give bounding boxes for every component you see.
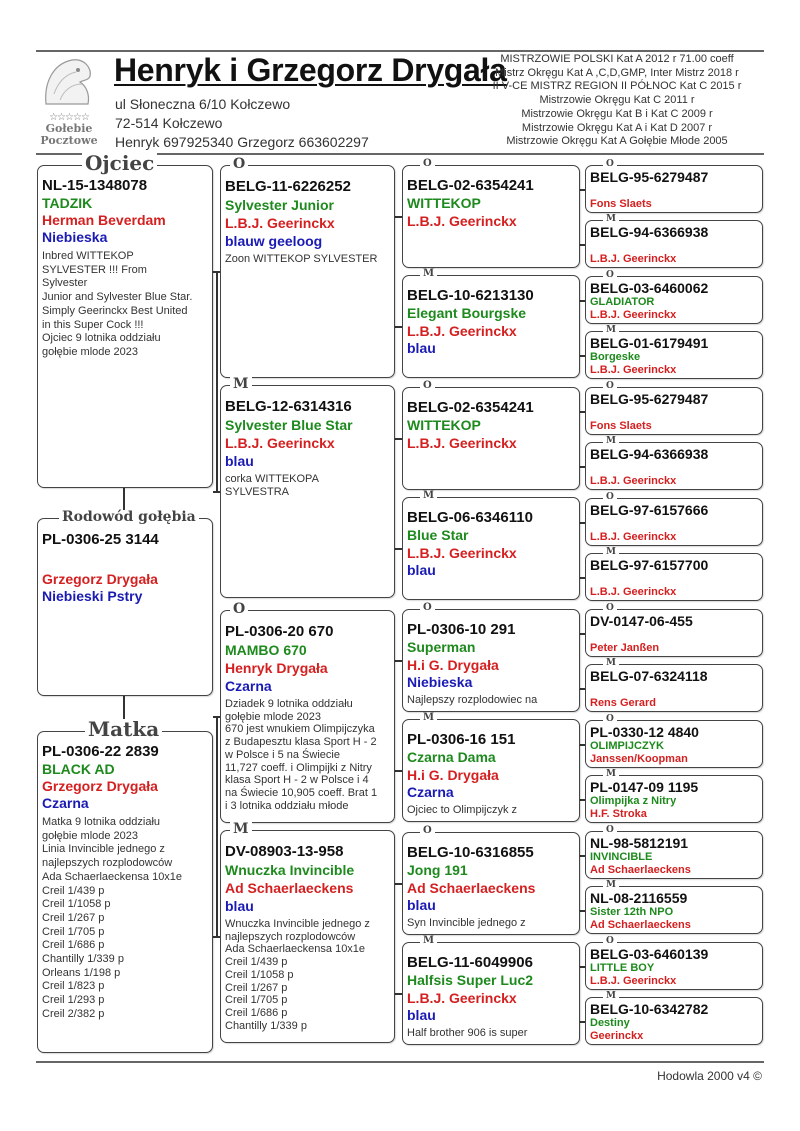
- note: Half brother 906 is super: [407, 1026, 528, 1039]
- pedigree-card-wrap: [402, 712, 580, 822]
- connector-line: [395, 326, 402, 328]
- pedigree-card-wrap: [220, 821, 395, 1043]
- achievement: Mistrz Okręgu Kat A ,C,D,GMP, Inter Mistrz 2018 r: [495, 66, 739, 79]
- colour: blau: [407, 340, 436, 356]
- dam-legend: Matka: [85, 719, 162, 739]
- pigeon-name: Jong 191: [407, 862, 468, 878]
- sex-legend: O: [230, 157, 248, 171]
- ring-number: PL-0306-25 3144: [42, 531, 159, 548]
- ring-number: BELG-11-6226252: [225, 178, 351, 195]
- ring-number: BELG-06-6346110: [407, 509, 533, 526]
- note: Najlepszy rozplodowiec na: [407, 693, 538, 706]
- breeder: L.B.J. Geerinckx: [590, 253, 677, 265]
- pedigree-card-wrap: [585, 547, 763, 601]
- pedigree-card[interactable]: [585, 442, 763, 490]
- pedigree-card[interactable]: [402, 942, 580, 1045]
- note: Matka 9 lotnika oddziału gołębie mlode 2023 Linia Invincible jednego z najlepszych rozplodowców Ada Schaerlaeckensa 10x1e Creil 1/439 p Creil 1/1058 p Creil 1/267 p Creil 1/705 p Creil 1/686 p Chantilly 1/339 p Orleans 1/198 p Creil 1/823 p Creil 1/293 p Creil 2/382 p: [42, 816, 183, 1020]
- achievement: Mistrzowie Okręgu Kat A Gołębie Młode 2005: [506, 135, 728, 148]
- pedigree-card-wrap: [402, 490, 580, 600]
- pedigree-card-wrap: [402, 935, 580, 1045]
- pedigree-card[interactable]: [402, 719, 580, 822]
- ring-number: NL-98-5812191: [590, 835, 689, 851]
- pedigree-card-wrap: [220, 601, 395, 823]
- colour: blau: [407, 897, 436, 913]
- pedigree-card-wrap: [585, 714, 763, 768]
- sex-legend: O: [603, 826, 617, 835]
- connector-line: [395, 438, 402, 440]
- logo-text-1: Gołebie: [45, 122, 93, 135]
- page-title: Henryk i Grzegorz Drygała: [114, 52, 507, 88]
- pedigree-card[interactable]: [402, 387, 580, 490]
- connector-line: [395, 993, 402, 995]
- colour: blau: [225, 453, 254, 469]
- breeder: Janssen/Koopman: [590, 753, 688, 765]
- pedigree-card[interactable]: [402, 497, 580, 600]
- breeder: L.B.J. Geerinckx: [407, 212, 517, 229]
- sire-legend: Ojciec: [82, 153, 157, 173]
- logo-stars: ☆☆☆☆☆: [49, 112, 89, 123]
- pedigree-card[interactable]: [585, 775, 763, 823]
- pedigree-card-wrap: [585, 880, 763, 934]
- breeder: Herman Beverdam: [42, 212, 166, 228]
- pedigree-card-wrap: [585, 991, 763, 1045]
- ring-number: BELG-95-6279487: [590, 169, 709, 185]
- pigeon-name: BLACK AD: [42, 761, 115, 777]
- note: Zoon WITTEKOP SYLVESTER: [225, 253, 378, 265]
- sex-legend: M: [420, 713, 437, 723]
- pedigree-card[interactable]: [585, 886, 763, 934]
- breeder: Ad Schaerlaeckens: [225, 880, 354, 896]
- pedigree-card[interactable]: [220, 385, 395, 598]
- ring-number: DV-0147-06-455: [590, 613, 693, 629]
- ring-number: BELG-94-6366938: [590, 446, 709, 462]
- breeder: Rens Gerard: [590, 697, 657, 709]
- pedigree-card[interactable]: [585, 276, 763, 324]
- pedigree-card[interactable]: [585, 165, 763, 213]
- breeder: L.B.J. Geerinckx: [407, 544, 517, 561]
- connector-line: [395, 883, 402, 885]
- colour: blau: [407, 562, 436, 578]
- pedigree-card-wrap: [402, 158, 580, 268]
- pedigree-card[interactable]: [585, 609, 763, 657]
- address-street: ul Słoneczna 6/10 Kołczewo: [115, 96, 291, 112]
- ring-number: NL-08-2116559: [590, 890, 688, 906]
- sex-legend: M: [603, 437, 619, 446]
- pedigree-card[interactable]: [585, 387, 763, 435]
- pedigree-card-wrap: [585, 825, 763, 879]
- breeder: H.i G. Drygała: [407, 766, 499, 783]
- sex-legend: M: [603, 881, 619, 890]
- ring-number: BELG-02-6354241: [407, 177, 534, 194]
- breeder: Ad Schaerlaeckens: [590, 864, 691, 876]
- breeder: Fons Slaets: [590, 198, 652, 210]
- ring-number: BELG-03-6460062: [590, 280, 709, 296]
- breeder: Henryk Drygała: [225, 660, 328, 676]
- sex-legend: M: [603, 548, 619, 557]
- sex-legend: O: [603, 160, 617, 169]
- colour: blauw geeloog: [225, 233, 323, 249]
- pigeon-name: Superman: [407, 639, 476, 655]
- pigeon-name: Elegant Bourgske: [407, 305, 527, 321]
- ring-number: BELG-07-6324118: [590, 668, 708, 684]
- breeder: Grzegorz Drygała: [42, 571, 158, 587]
- pigeon-name: Sister 12th NPO: [590, 906, 674, 918]
- ring-number: PL-0330-12 4840: [590, 724, 699, 740]
- pedigree-card-wrap: [220, 376, 395, 598]
- sex-legend: M: [420, 269, 437, 279]
- sex-legend: M: [603, 992, 619, 1001]
- breeder: L.B.J. Geerinckx: [590, 309, 677, 321]
- sex-legend: M: [603, 326, 619, 335]
- sex-legend: M: [603, 770, 619, 779]
- sire-card-wrap: [37, 151, 213, 488]
- pedigree-card-wrap: [402, 602, 580, 712]
- connector-line: [395, 548, 402, 550]
- sex-legend: O: [603, 937, 617, 946]
- connector-line: [395, 660, 402, 662]
- ring-number: PL-0306-22 2839: [42, 743, 159, 760]
- pedigree-card-wrap: [585, 159, 763, 213]
- ring-number: PL-0306-10 291: [407, 621, 516, 638]
- ring-number: BELG-95-6279487: [590, 391, 709, 407]
- pedigree-card-wrap: [585, 658, 763, 712]
- note: Wnuczka Invincible jednego z najlepszych rozplodowców Ada Schaerlaeckensa 10x1e Creil 1/439 p Creil 1/1058 p Creil 1/267 p Creil 1/705 p Creil 1/686 p Chantilly 1/339 p: [225, 918, 370, 1032]
- pigeon-name: Sylvester Junior: [225, 197, 334, 213]
- connector-line: [213, 491, 220, 493]
- achievement: MISTRZOWIE POLSKI Kat A 2012 r 71.00 coeff: [500, 53, 734, 65]
- note: Dziadek 9 lotnika oddziału gołębie mlode 2023 670 jest wnukiem Olimpijczyka z Budapesztu klasa Sport H - 2 w Polsce i 5 na Świecie 11,727 coeff. i Olimpijki z Nitry klasa Sport H - 2 w Polsce i 4 na Świecie 10,905 coeff. Brat 1 i 3 lotnika oddziału młode: [225, 698, 378, 812]
- sex-legend: O: [603, 604, 617, 613]
- connector-line: [395, 770, 402, 772]
- note: Ojciec to Olimpijczyk z: [407, 803, 518, 816]
- sex-legend: O: [603, 715, 617, 724]
- breeder: L.B.J. Geerinckx: [407, 322, 517, 339]
- achievement: Mistrzowie Okręgu Kat A i Kat D 2007 r: [521, 121, 713, 134]
- ring-number: BELG-10-6342782: [590, 1001, 709, 1017]
- ring-number: BELG-11-6049906: [407, 954, 533, 971]
- pedigree-card[interactable]: [220, 610, 395, 823]
- logo: [33, 54, 105, 150]
- pigeon-name: WITTEKOP: [407, 417, 481, 433]
- pigeon-name: Destiny: [590, 1017, 630, 1029]
- pedigree-card[interactable]: [402, 832, 580, 935]
- pedigree-card[interactable]: [585, 942, 763, 990]
- pedigree-card-wrap: [585, 214, 763, 268]
- address-city: 72-514 Kołczewo: [115, 115, 223, 131]
- colour: Niebieska: [42, 229, 108, 245]
- pedigree-card-wrap: [585, 270, 763, 324]
- achievements-list: [472, 53, 762, 149]
- address-block: [115, 95, 369, 152]
- ring-number: BELG-10-6213130: [407, 287, 534, 304]
- ring-number: BELG-97-6157700: [590, 557, 709, 573]
- ring-number: PL-0147-09 1195: [590, 779, 699, 795]
- breeder: L.B.J. Geerinckx: [590, 364, 677, 376]
- sex-legend: O: [230, 602, 248, 616]
- subject-legend: Rodowód gołębia: [59, 510, 199, 524]
- ring-number: BELG-12-6314316: [225, 398, 352, 415]
- connector-line: [395, 216, 402, 218]
- pedigree-card-wrap: [585, 492, 763, 546]
- colour: Czarna: [225, 678, 272, 694]
- pedigree-card-wrap: [585, 381, 763, 435]
- pedigree-card-wrap: [402, 825, 580, 935]
- footer-credit: Hodowla 2000 v4 ©: [657, 1069, 762, 1083]
- connector-line: [216, 716, 218, 936]
- connector-line: [213, 936, 220, 938]
- pigeon-name: Blue Star: [407, 527, 469, 543]
- ring-number: BELG-10-6316855: [407, 844, 534, 861]
- pedigree-card-wrap: [585, 936, 763, 990]
- sex-legend: M: [603, 659, 619, 668]
- breeder: L.B.J. Geerinckx: [590, 975, 677, 987]
- breeder: Ad Schaerlaeckens: [407, 879, 536, 896]
- achievement: Mistrzowie Okręgu Kat C 2011 r: [539, 94, 695, 107]
- breeder: H.i G. Drygała: [407, 656, 499, 673]
- pigeon-name: MAMBO 670: [225, 642, 307, 658]
- sex-legend: O: [420, 381, 435, 391]
- breeder: Geerinckx: [590, 1030, 644, 1042]
- ring-number: BELG-02-6354241: [407, 399, 534, 416]
- note: corka WITTEKOPA SYLVESTRA: [225, 473, 319, 498]
- sex-legend: O: [603, 271, 617, 280]
- pedigree-card[interactable]: [585, 498, 763, 546]
- colour: Niebieski Pstry: [42, 588, 143, 604]
- pigeon-head-icon: [40, 54, 98, 112]
- ring-number: PL-0306-20 670: [225, 623, 334, 640]
- breeder: Grzegorz Drygała: [42, 778, 158, 794]
- subject-card[interactable]: [37, 518, 213, 696]
- pedigree-card[interactable]: [220, 165, 395, 378]
- ring-number: PL-0306-16 151: [407, 731, 516, 748]
- sex-legend: O: [603, 382, 617, 391]
- sex-legend: M: [603, 215, 619, 224]
- pedigree-card[interactable]: [220, 830, 395, 1043]
- pigeon-name: OLIMPIJCZYK: [590, 740, 664, 752]
- ring-number: BELG-03-6460139: [590, 946, 709, 962]
- breeder: L.B.J. Geerinckx: [590, 586, 677, 598]
- pedigree-card[interactable]: [585, 831, 763, 879]
- colour: Czarna: [42, 795, 89, 811]
- achievement: Mistrzowie Okręgu Kat B i Kat C 2009 r: [521, 107, 713, 120]
- pigeon-name: Halfsis Super Luc2: [407, 972, 534, 988]
- pedigree-card-wrap: [585, 325, 763, 379]
- pigeon-name: Olimpijka z Nitry: [590, 795, 677, 807]
- pedigree-card[interactable]: [585, 664, 763, 712]
- note: Inbred WITTEKOP SYLVESTER !!! From Sylvester Junior and Sylvester Blue Star. Simply Geerinckx Best United in this Super Cock !!! Ojciec 9 lotnika oddziału gołębie mlode 2023: [42, 250, 193, 358]
- pigeon-name: WITTEKOP: [407, 195, 481, 211]
- pedigree-card-wrap: [585, 769, 763, 823]
- breeder: L.B.J. Geerinckx: [225, 215, 335, 231]
- breeder: L.B.J. Geerinckx: [590, 475, 677, 487]
- breeder: Peter Janßen: [590, 642, 660, 654]
- breeder: L.B.J. Geerinckx: [407, 989, 517, 1006]
- pigeon-name: Wnuczka Invincible: [225, 862, 355, 878]
- ring-number: BELG-01-6179491: [590, 335, 709, 351]
- sex-legend: O: [603, 493, 617, 502]
- sex-legend: O: [420, 159, 435, 169]
- sex-legend: M: [230, 377, 252, 391]
- colour: Niebieska: [407, 674, 473, 690]
- sex-legend: M: [420, 936, 437, 946]
- sex-legend: O: [420, 826, 435, 836]
- ring-number: NL-15-1348078: [42, 177, 148, 194]
- subject-card-wrap: [37, 509, 213, 696]
- pedigree-card[interactable]: [402, 275, 580, 378]
- ring-number: BELG-97-6157666: [590, 502, 709, 518]
- pedigree-card[interactable]: [585, 720, 763, 768]
- pedigree-card[interactable]: [585, 997, 763, 1045]
- pedigree-card[interactable]: [402, 165, 580, 268]
- ring-number: BELG-94-6366938: [590, 224, 709, 240]
- sex-legend: M: [420, 491, 437, 501]
- pigeon-name: INVINCIBLE: [590, 851, 653, 863]
- sex-legend: O: [420, 603, 435, 613]
- pedigree-card-wrap: [402, 380, 580, 490]
- breeder: L.B.J. Geerinckx: [590, 531, 677, 543]
- connector-line: [216, 271, 218, 491]
- pigeon-name: TADZIK: [42, 195, 93, 211]
- breeder: L.B.J. Geerinckx: [225, 435, 335, 451]
- pedigree-card-wrap: [585, 436, 763, 490]
- breeder: Fons Slaets: [590, 420, 652, 432]
- ring-number: DV-08903-13-958: [225, 843, 344, 860]
- colour: blau: [407, 1007, 436, 1023]
- colour: Czarna: [407, 784, 454, 800]
- pedigree-card[interactable]: [585, 220, 763, 268]
- pedigree-card[interactable]: [402, 609, 580, 712]
- logo-text-2: Pocztowe: [40, 134, 98, 147]
- pedigree-card[interactable]: [585, 331, 763, 379]
- pigeon-name: GLADIATOR: [590, 296, 655, 308]
- breeder: L.B.J. Geerinckx: [407, 434, 517, 451]
- sire-card[interactable]: [37, 165, 213, 488]
- address-phones: Henryk 697925340 Grzegorz 663602297: [115, 134, 369, 150]
- sex-legend: M: [230, 822, 252, 836]
- colour: blau: [225, 898, 254, 914]
- dam-card-wrap: [37, 717, 213, 1053]
- connector-line: [123, 488, 125, 510]
- achievement: II V-CE MISTRZ REGION II PÓŁNOC Kat C 2015 r: [492, 80, 742, 93]
- bottom-rule: [36, 1061, 764, 1063]
- dam-card[interactable]: [37, 731, 213, 1053]
- pedigree-card-wrap: [585, 603, 763, 657]
- breeder: H.F. Stroka: [590, 808, 647, 820]
- pedigree-card-wrap: [220, 156, 395, 378]
- pigeon-name: LITTLE BOY: [590, 962, 655, 974]
- pigeon-name: Sylvester Blue Star: [225, 417, 353, 433]
- note: Syn Invincible jednego z: [407, 916, 526, 929]
- pigeon-name: Czarna Dama: [407, 749, 496, 765]
- breeder: Ad Schaerlaeckens: [590, 919, 691, 931]
- pedigree-card-wrap: [402, 268, 580, 378]
- pedigree-card[interactable]: [585, 553, 763, 601]
- pigeon-name: Borgeske: [590, 351, 641, 363]
